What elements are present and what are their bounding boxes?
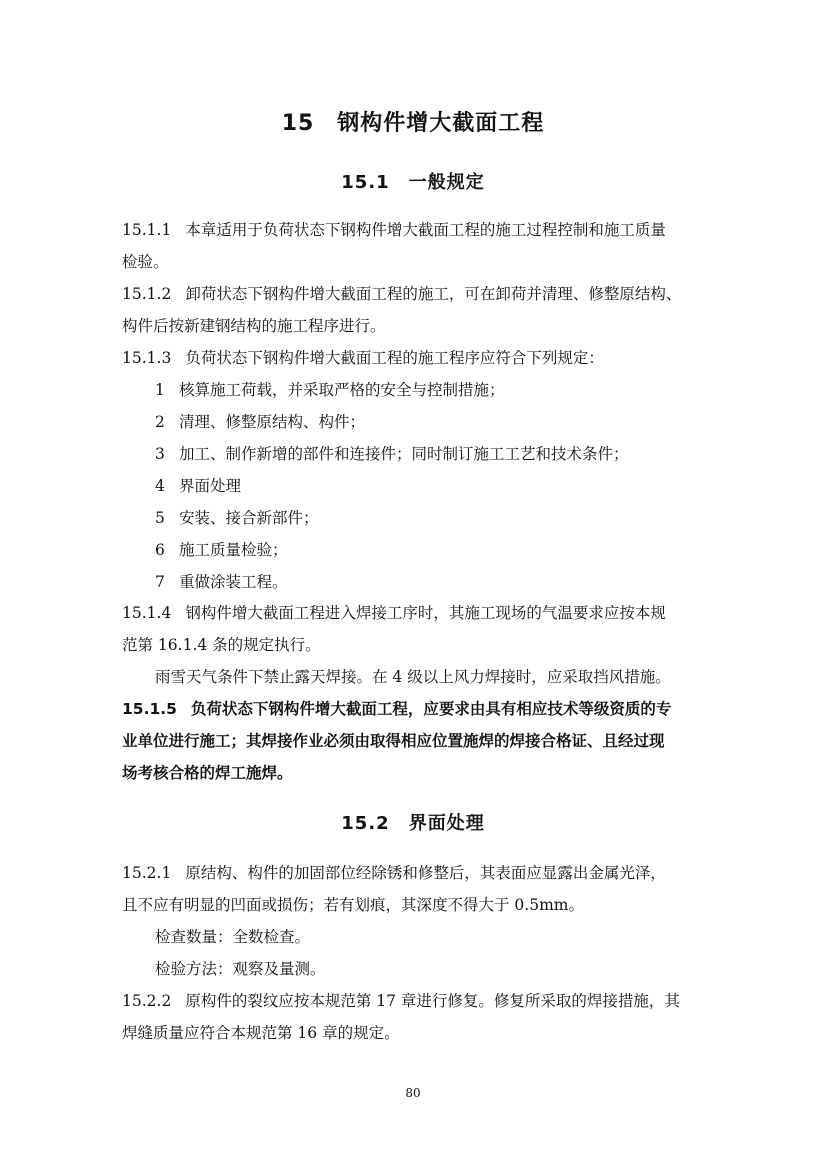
- clause-number: 15.1.4: [122, 604, 172, 622]
- list-item-text: 清理、修整原结构、构件；: [179, 413, 366, 431]
- list-item-text: 安装、接合新部件；: [179, 509, 319, 527]
- list-item-number: 1: [155, 381, 165, 399]
- clause-number: 15.1.5: [122, 700, 177, 718]
- clause-15-1-1-cont: 检验。: [122, 253, 169, 271]
- clause-number: 15.2.2: [122, 992, 172, 1010]
- list-item-number: 7: [155, 573, 165, 591]
- clause-text: 卸荷状态下钢构件增大截面工程的施工，可在卸荷并清理、修整原结构、: [185, 285, 682, 303]
- list-item: [155, 540, 745, 560]
- clause-text: 原结构、构件的加固部位经除锈和修整后，其表面应显露出金属光泽，: [185, 864, 666, 882]
- clause-text: 负荷状态下钢构件增大截面工程，应要求由具有相应技术等级资质的专: [190, 700, 672, 718]
- clause-number: 15.1.1: [122, 221, 172, 239]
- clause-15-1-4-cont: 范第 16.1.4 条的规定执行。: [122, 636, 321, 654]
- clause-15-1-5-cont: 业单位进行施工；其焊接作业必须由取得相应位置施焊的焊接合格证、且经过现: [122, 732, 665, 750]
- list-item: [155, 444, 745, 464]
- list-item: [155, 412, 745, 432]
- clause-15-1-5-cont: 场考核合格的焊工施焊。: [122, 764, 293, 782]
- inspection-method: 检验方法：观察及量测。: [155, 960, 326, 978]
- page-number: 80: [405, 1086, 421, 1100]
- section-title-15-2: 15.2 界面处理: [341, 813, 485, 834]
- clause-15-1-4: [122, 603, 712, 623]
- list-item: [155, 380, 745, 400]
- clause-text: 钢构件增大截面工程进入焊接工序时，其施工现场的气温要求应按本规: [185, 604, 666, 622]
- list-item-number: 2: [155, 413, 165, 431]
- list-item-text: 施工质量检验；: [179, 541, 288, 559]
- clause-text: 原构件的裂纹应按本规范第 17 章进行修复。修复所采取的焊接措施，其: [185, 992, 680, 1010]
- clause-15-1-1: [122, 220, 712, 240]
- clause-number: 15.2.1: [122, 864, 172, 882]
- section-title-15-1: 15.1 一般规定: [341, 172, 485, 193]
- clause-text: 本章适用于负荷状态下钢构件增大截面工程的施工过程控制和施工质量: [185, 221, 666, 239]
- list-item-text: 重做涂装工程。: [179, 573, 288, 591]
- clause-15-1-5: [122, 699, 712, 719]
- clause-15-2-2: [122, 991, 712, 1011]
- list-item-number: 6: [155, 541, 165, 559]
- list-item-text: 界面处理: [179, 477, 242, 495]
- clause-number: 15.1.2: [122, 285, 172, 303]
- list-item-text: 加工、制作新增的部件和连接件；同时制订施工工艺和技术条件；: [179, 445, 629, 463]
- clause-15-1-2: [122, 284, 712, 304]
- clause-15-1-3: [122, 348, 712, 368]
- clause-number: 15.1.3: [122, 349, 172, 367]
- clause-15-2-1: [122, 863, 712, 883]
- list-item: [155, 572, 745, 592]
- list-item-number: 3: [155, 445, 165, 463]
- list-item: [155, 476, 745, 496]
- chapter-title: 15 钢构件增大截面工程: [281, 111, 545, 136]
- clause-15-2-2-cont: 焊缝质量应符合本规范第 16 章的规定。: [122, 1024, 400, 1042]
- clause-text: 负荷状态下钢构件增大截面工程的施工程序应符合下列规定：: [185, 349, 604, 367]
- list-item: [155, 508, 745, 528]
- clause-15-1-4-note: 雨雪天气条件下禁止露天焊接。在 4 级以上风力焊接时，应采取挡风措施。: [155, 668, 671, 686]
- list-item-text: 核算施工荷载，并采取严格的安全与控制措施；: [179, 381, 505, 399]
- inspection-quantity: 检查数量：全数检查。: [155, 928, 311, 946]
- list-item-number: 5: [155, 509, 165, 527]
- clause-15-2-1-cont: 且不应有明显的凹面或损伤；若有划痕，其深度不得大于 0.5mm。: [122, 896, 584, 914]
- list-item-number: 4: [155, 477, 165, 495]
- clause-15-1-2-cont: 构件后按新建钢结构的施工程序进行。: [122, 317, 386, 335]
